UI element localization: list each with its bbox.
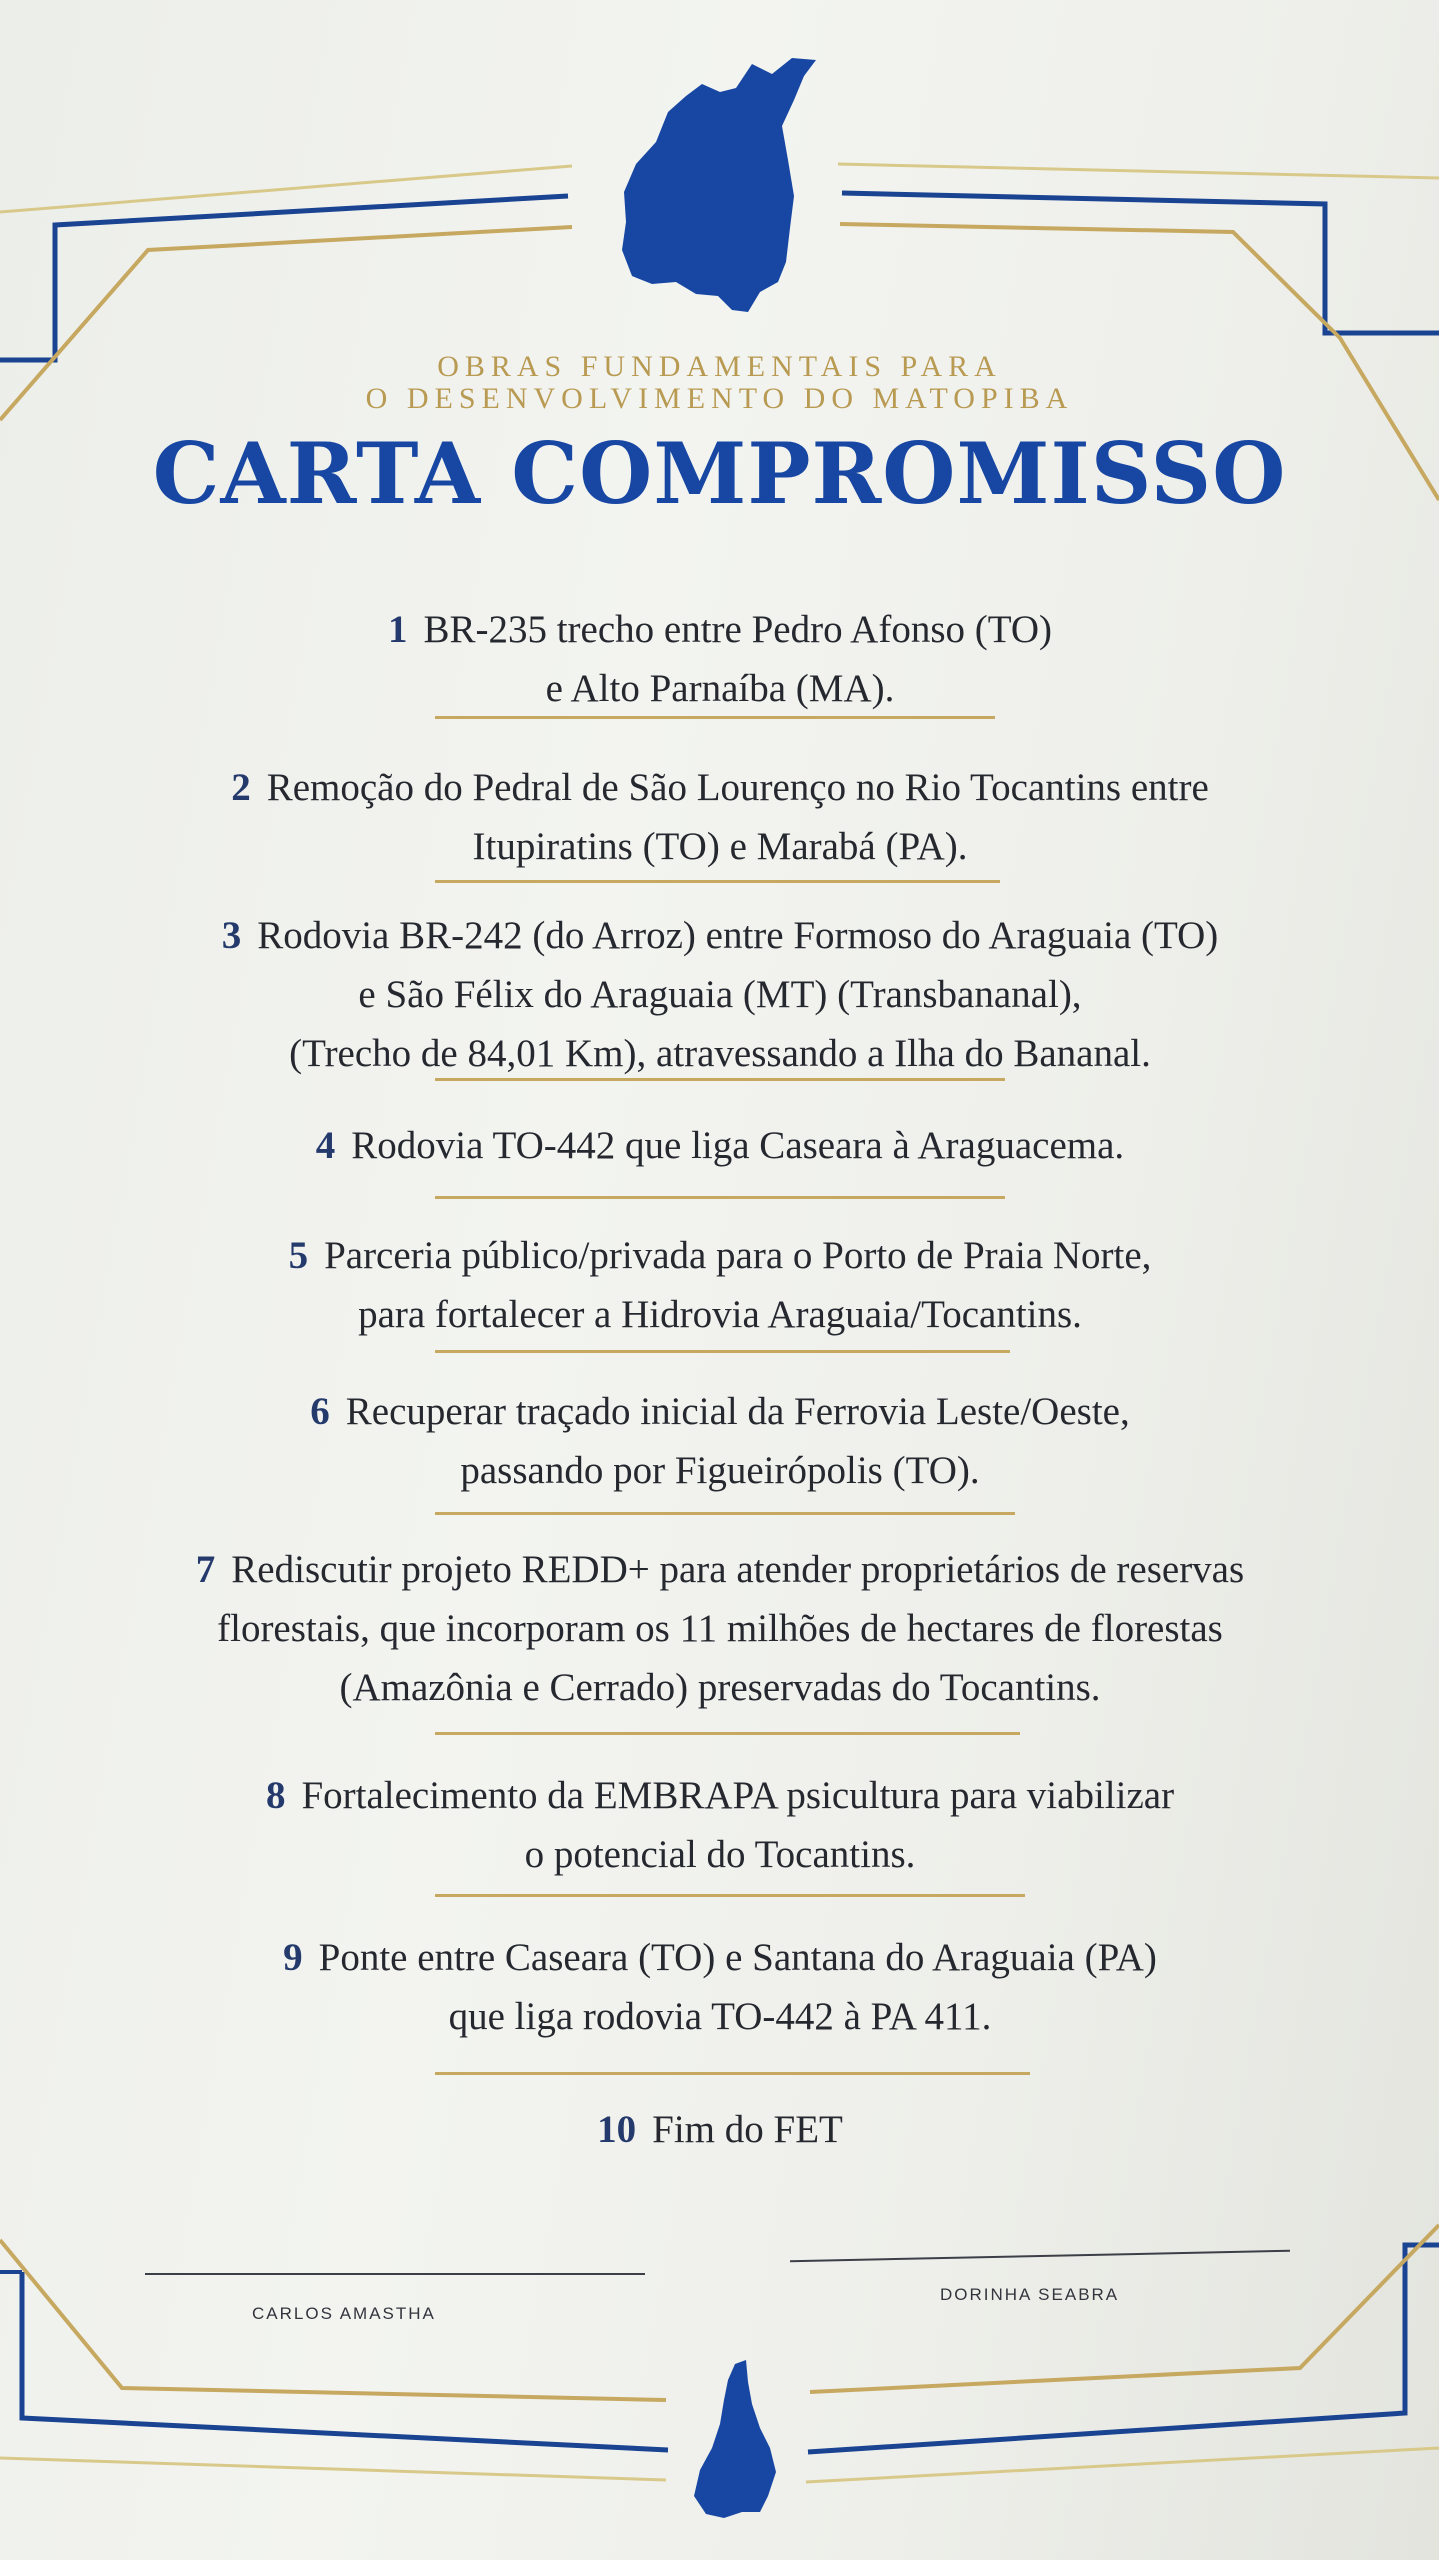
bottom-blue-frame-left xyxy=(22,2272,668,2450)
item-text: Remoção do Pedral de São Lourenço no Rio Tocantins entre xyxy=(266,766,1209,809)
item-line: o potencial do Tocantins. xyxy=(524,1833,916,1876)
item-number: 5 xyxy=(288,1234,309,1277)
tocantins-map-top xyxy=(622,58,816,312)
item-line: Itupiratins (TO) e Marabá (PA). xyxy=(472,825,968,868)
item-number: 2 xyxy=(231,766,251,809)
item-text: Fim do FET xyxy=(652,2108,843,2151)
item-text: BR-235 trecho entre Pedro Afonso (TO) xyxy=(423,608,1053,651)
bottom-blue-frame-right xyxy=(808,2245,1439,2452)
item-number: 6 xyxy=(310,1390,330,1433)
list-item xyxy=(90,758,1350,876)
item-text: Rediscutir projeto REDD+ para atender proprietários de reservas xyxy=(231,1548,1245,1591)
signature-name-left: CARLOS AMASTHA xyxy=(252,2304,436,2323)
divider xyxy=(435,1350,1010,1353)
item-line: passando por Figueirópolis (TO). xyxy=(460,1449,980,1492)
item-line xyxy=(90,1116,1350,1175)
signature-line-left xyxy=(145,2273,645,2275)
list-item xyxy=(90,1540,1350,1717)
divider xyxy=(435,2072,1030,2075)
bottom-gold-frame-right xyxy=(810,2225,1439,2392)
item-line xyxy=(90,600,1350,659)
list-item xyxy=(90,1116,1350,1175)
item-line: (Amazônia e Cerrado) preservadas do Tocantins. xyxy=(339,1666,1101,1709)
top-blue-frame-left xyxy=(0,196,568,360)
subtitle-line-2: O DESENVOLVIMENTO DO MATOPIBA xyxy=(365,382,1074,415)
divider xyxy=(435,1894,1025,1897)
divider xyxy=(435,1196,1005,1199)
item-line: e Alto Parnaíba (MA). xyxy=(545,667,895,710)
item-number: 7 xyxy=(195,1548,216,1591)
item-line: e São Félix do Araguaia (MT) (Transbananal), xyxy=(358,973,1082,1016)
item-line xyxy=(90,1766,1350,1825)
item-text: Recuperar traçado inicial da Ferrovia Leste/Oeste, xyxy=(345,1390,1130,1433)
item-text: Fortalecimento da EMBRAPA psicultura para viabilizar xyxy=(301,1774,1175,1817)
bottom-gold-line-left xyxy=(0,2458,666,2480)
item-number: 1 xyxy=(387,608,408,651)
item-text: Parceria público/privada para o Porto de Praia Norte, xyxy=(324,1234,1152,1277)
item-number: 9 xyxy=(283,1936,303,1979)
bottom-gold-line-right xyxy=(806,2448,1439,2482)
top-gold-line-left xyxy=(0,166,572,212)
item-line xyxy=(90,1540,1350,1599)
item-number: 4 xyxy=(315,1124,336,1167)
divider xyxy=(435,716,995,719)
top-blue-frame-right xyxy=(842,193,1439,333)
signature-name-right: DORINHA SEABRA xyxy=(940,2285,1120,2304)
item-number: 8 xyxy=(265,1774,286,1817)
tocantins-map-bottom xyxy=(694,2360,776,2518)
page-title: CARTA COMPROMISSO xyxy=(152,424,1287,523)
list-item xyxy=(90,1928,1350,2046)
subtitle-line-1: OBRAS FUNDAMENTAIS PARA xyxy=(437,350,1002,383)
list-item xyxy=(90,1382,1350,1500)
item-line: que liga rodovia TO-442 à PA 411. xyxy=(448,1995,992,2038)
item-line: para fortalecer a Hidrovia Araguaia/Tocantins. xyxy=(358,1293,1082,1336)
top-gold-line-right xyxy=(838,164,1439,178)
item-line xyxy=(90,906,1350,965)
divider xyxy=(435,1078,1005,1081)
item-line: florestais, que incorporam os 11 milhões de hectares de florestas xyxy=(217,1607,1223,1650)
divider xyxy=(435,880,1000,883)
divider xyxy=(435,1732,1020,1735)
divider xyxy=(435,1512,1015,1515)
item-number: 3 xyxy=(221,914,242,957)
list-item xyxy=(90,1766,1350,1884)
item-line xyxy=(90,1226,1350,1285)
list-item xyxy=(90,600,1350,718)
list-item xyxy=(90,1226,1350,1344)
item-line xyxy=(90,1928,1350,1987)
item-number: 10 xyxy=(597,2108,637,2151)
item-text: Rodovia BR-242 (do Arroz) entre Formoso do Araguaia (TO) xyxy=(257,914,1219,957)
item-line: (Trecho de 84,01 Km), atravessando a Ilha do Bananal. xyxy=(289,1032,1151,1075)
item-line xyxy=(90,758,1350,817)
list-item xyxy=(90,906,1350,1083)
list-item xyxy=(90,2100,1350,2159)
item-text: Ponte entre Caseara (TO) e Santana do Araguaia (PA) xyxy=(318,1936,1157,1979)
item-text: Rodovia TO-442 que liga Caseara à Araguacema. xyxy=(351,1124,1125,1167)
item-line xyxy=(90,2100,1350,2159)
item-line xyxy=(90,1382,1350,1441)
